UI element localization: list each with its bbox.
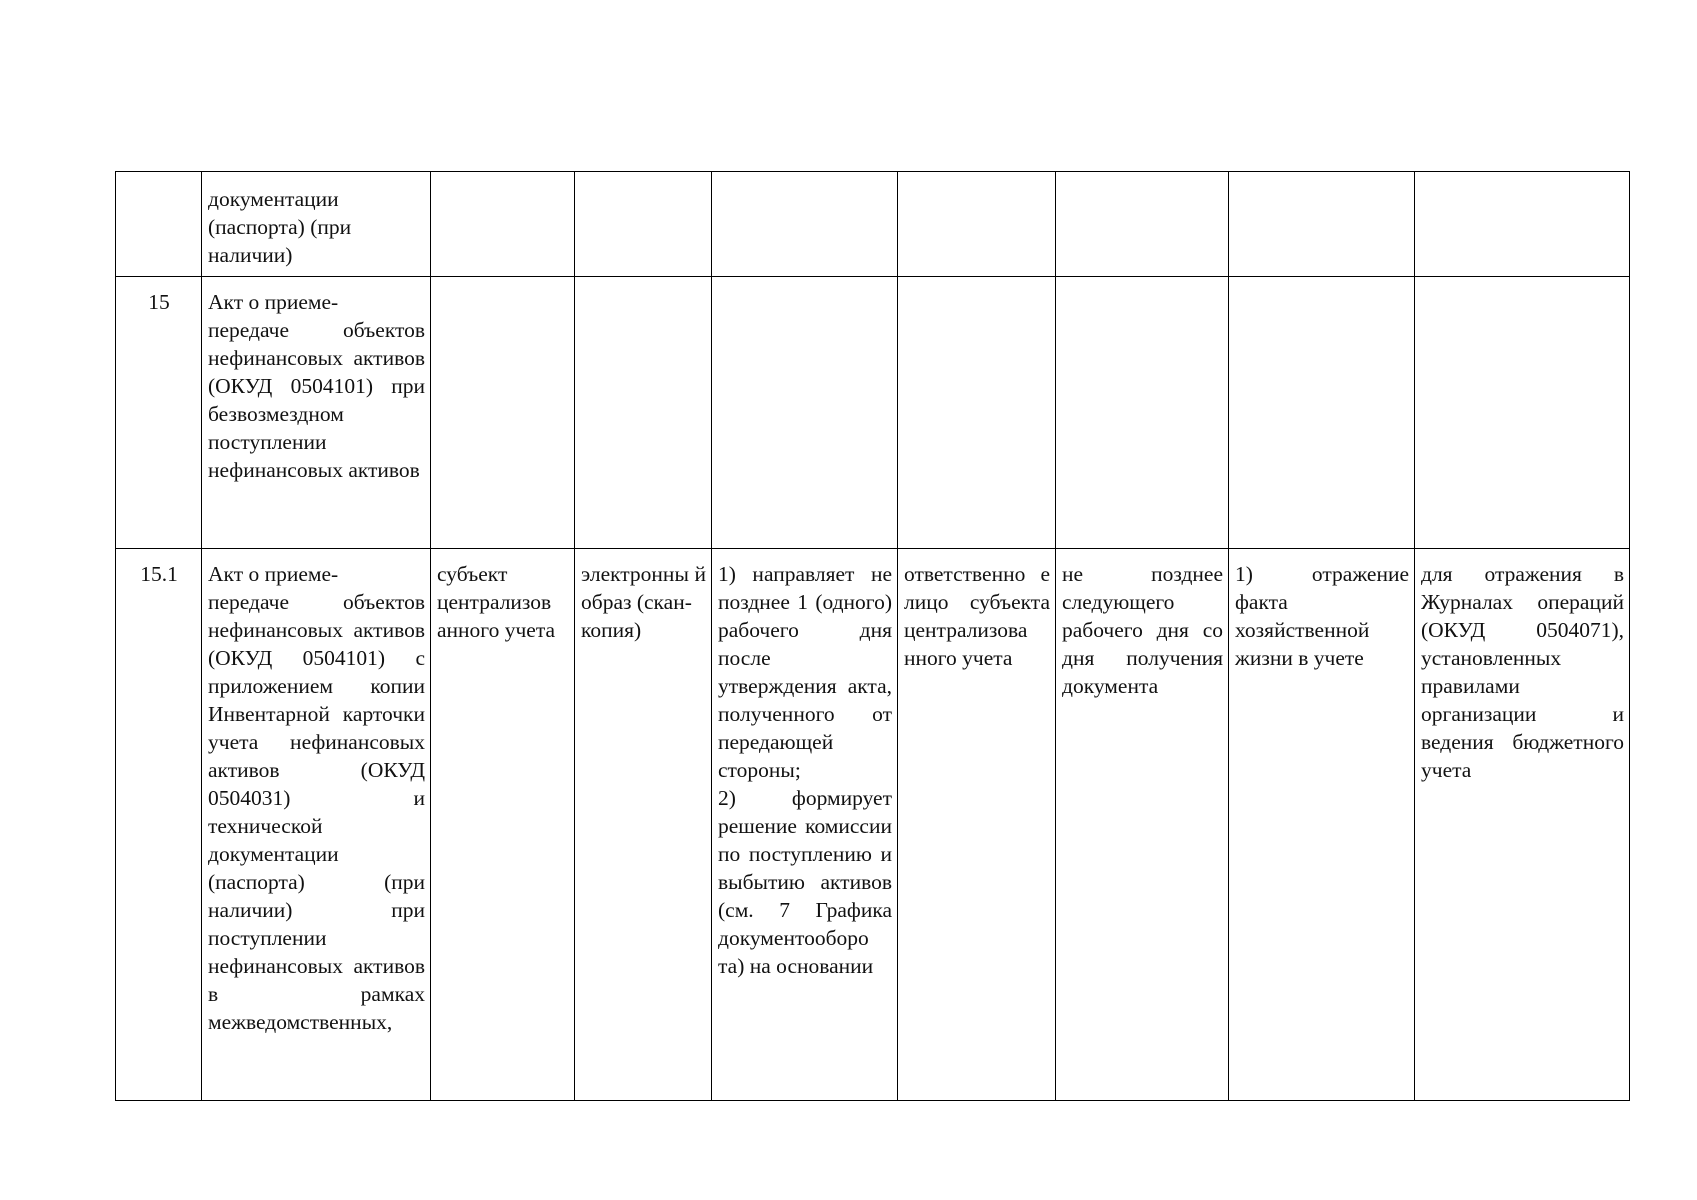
document-form: [575, 172, 712, 277]
document-purpose: 1) отражение факта хозяйственной жизни в учете: [1229, 549, 1415, 1101]
table-row: [116, 549, 1630, 1101]
document-action: [712, 277, 898, 549]
accounting-registers: [1415, 277, 1630, 549]
document-deadline: не позднее следующего рабочего дня со дня получения документа: [1056, 549, 1229, 1101]
document-action: [712, 172, 898, 277]
table-row: [116, 277, 1630, 549]
document-purpose: [1229, 277, 1415, 549]
document-deadline: [1056, 172, 1229, 277]
document-creator: [431, 277, 575, 549]
document-deadline: [1056, 277, 1229, 549]
document-name: документации (паспорта) (при наличии): [202, 172, 431, 277]
row-number: 15: [116, 277, 202, 549]
document-name: Акт о приеме- передаче объектов нефинансовых активов (ОКУД 0504101) при безвозмездном поступлении нефинансовых активов: [202, 277, 431, 549]
document-form: [575, 277, 712, 549]
accounting-registers: [1415, 172, 1630, 277]
responsible-person: ответственно е лицо субъекта централизова нного учета: [898, 549, 1056, 1101]
accounting-registers: для отражения в Журналах операций (ОКУД 0504071), установленных правилами организации и ведения бюджетного учета: [1415, 549, 1630, 1101]
document-purpose: [1229, 172, 1415, 277]
document-form: электронны й образ (скан- копия): [575, 549, 712, 1101]
responsible-person: [898, 172, 1056, 277]
document-name: Акт о приеме- передаче объектов нефинансовых активов (ОКУД 0504101) с приложением копии Инвентарной карточки учета нефинансовых активов (ОКУД 0504031) и технической документации (паспорта) (при наличии) при поступлении нефинансовых активов в рамках межведомственных,: [202, 549, 431, 1101]
document-creator: [431, 172, 575, 277]
document-table: [115, 171, 1630, 1101]
row-number: 15.1: [116, 549, 202, 1101]
table-row: [116, 172, 1630, 277]
document-creator: субъект централизов анного учета: [431, 549, 575, 1101]
row-number: [116, 172, 202, 277]
document-action: 1) направляет не позднее 1 (одного) рабочего дня после утверждения акта, полученного от передающей стороны; 2) формирует решение комиссии по поступлению и выбытию активов (см. 7 Графика документооборо та) на основании: [712, 549, 898, 1101]
responsible-person: [898, 277, 1056, 549]
